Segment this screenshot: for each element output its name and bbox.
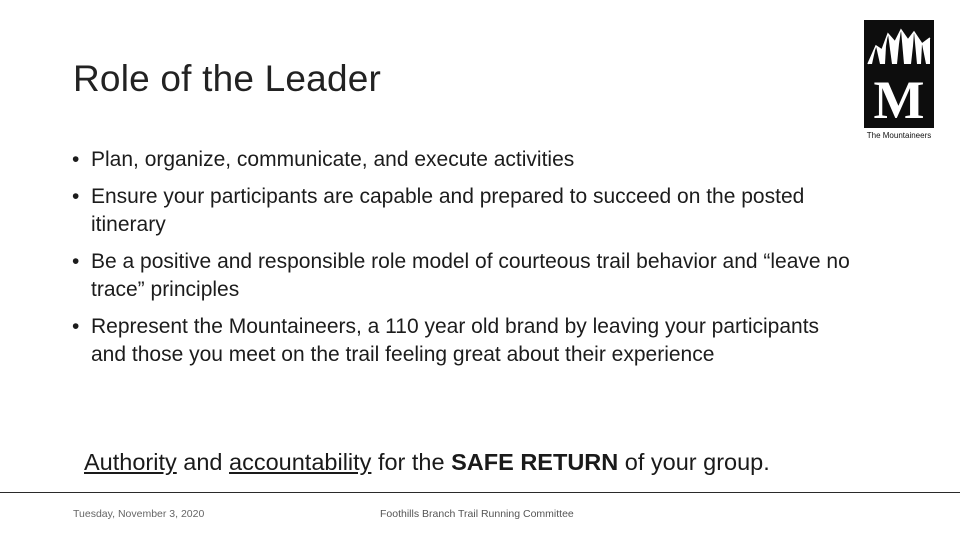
footer-divider [0,492,960,493]
bullet-item: • Ensure your participants are capable and prepared to succeed on the posted itinerary [72,185,805,236]
bullet-item: • Be a positive and responsible role model of courteous trail behavior and “leave no trace” principles [72,250,850,301]
logo-caption: The Mountaineers [866,131,932,140]
footer-text: Foothills Branch Trail Running Committee [380,508,574,520]
mountaineers-logo [862,20,936,142]
bullet-item: • Represent the Mountaineers, a 110 year old brand by leaving your participants and those you meet on the trail feeling great about their experience [72,315,820,366]
bullet-list [72,146,852,378]
footer-date: Tuesday, November 3, 2020 [73,508,205,520]
tagline-safe-return: SAFE RETURN [451,449,619,475]
logo-letter: M [873,70,925,128]
tagline-accountability: accountability [229,449,372,475]
tagline-authority: Authority [84,449,177,475]
slide-title: Role of the Leader [73,58,382,99]
mountain-logo-icon [864,20,934,128]
tagline: Authority and accountability for the SAFE RETURN of your group. [84,449,770,475]
logo-mark [864,20,934,128]
bullet-item: • Plan, organize, communicate, and execute activities [72,148,575,171]
